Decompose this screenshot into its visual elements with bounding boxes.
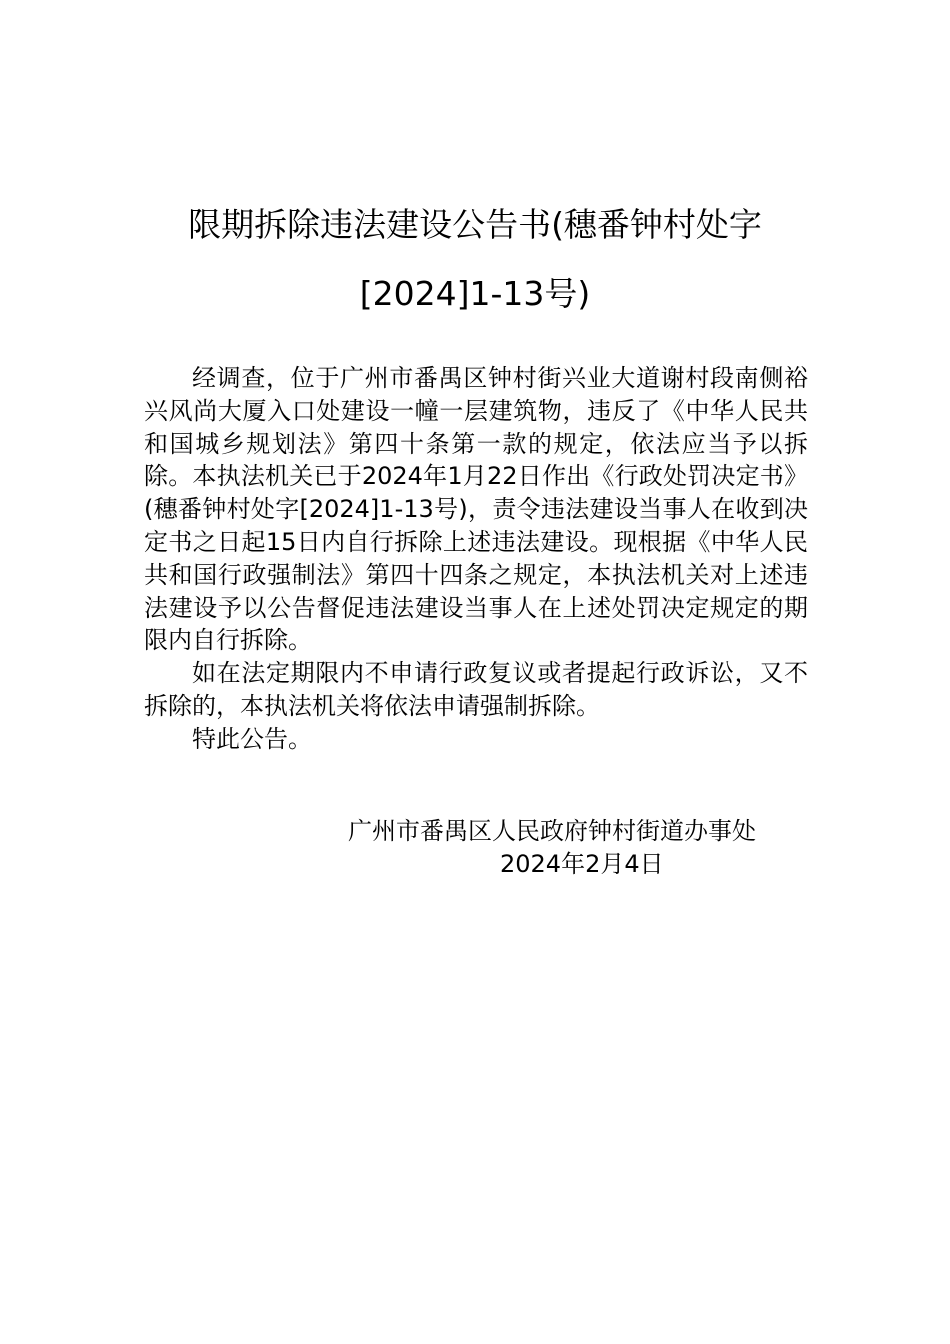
paragraph-investigation: 经调查，位于广州市番禺区钟村街兴业大道谢村段南侧裕兴风尚大厦入口处建设一幢一层建筑物，违反了《中华人民共和国城乡规划法》第四十条第一款的规定，依法应当予以拆除。本执法机关已于2024年1月22日作出《行政处罚决定书》(穗番钟村处字[2024]1-13号)，责令违法建设当事人在收到决定书之日起15日内自行拆除上述违法建设。现根据《中华人民共和国行政强制法》第四十四条之规定，本执法机关对上述违法建设予以公告督促违法建设当事人在上述处罚决定规定的期限内自行拆除。 — [144, 364, 808, 655]
paragraph-enforcement: 如在法定期限内不申请行政复议或者提起行政诉讼，又不拆除的，本执法机关将依法申请强制拆除。 — [144, 659, 808, 720]
document-title-line-1: 限期拆除违法建设公告书(穗番钟村处字 — [188, 205, 762, 244]
paragraph-closing: 特此公告。 — [192, 724, 312, 753]
document-title-line-2: [2024]1-13号) — [359, 274, 591, 313]
signature-organization: 广州市番禺区人民政府钟村街道办事处 — [348, 817, 756, 845]
document-body — [144, 362, 808, 756]
signature-date: 2024年2月4日 — [500, 850, 664, 878]
